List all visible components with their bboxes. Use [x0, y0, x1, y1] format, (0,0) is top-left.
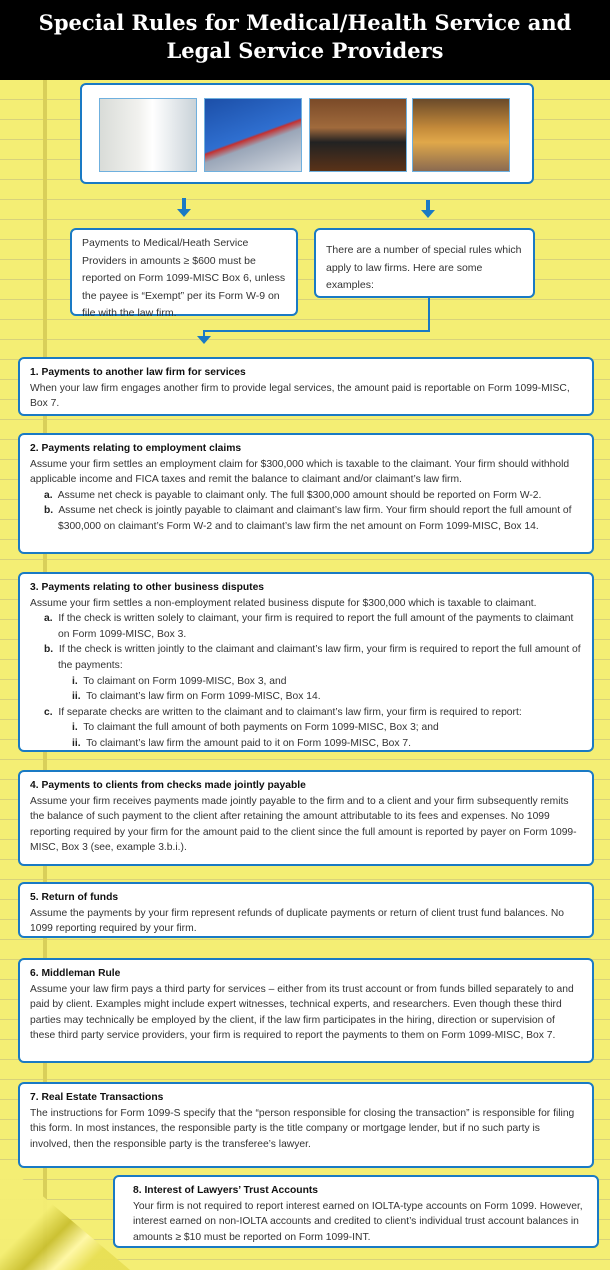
rule-2a: a. Assume net check is payable to claimant only. The full $300,000 amount should be reported on Form W-2. [44, 489, 542, 501]
lawyer-photo [309, 98, 407, 172]
rule-6: 6. Middleman Rule Assume your law firm pays a third party for services – either from its trust account or from funds billed separately to and paid by client. Examples might include expert witnesses, technical experts, and researchers. Even though these third parties may technically be employed by the client, if the law firm participates in the hiring, direction or supervision of these third party service providers, your firm is required to report the payments to them on Form 1099-MISC, Box 7. [18, 958, 594, 1063]
page-curl [0, 1160, 130, 1270]
rule-8: 8. Interest of Lawyers’ Trust Accounts Your firm is not required to report interest earned on IOLTA-type accounts on Form 1099. However, interest earned on non-IOLTA accounts and credited to client’s individual trust account balances in amounts ≥ $10 must be reported on Form 1099-INT. [113, 1175, 599, 1248]
connector [203, 330, 430, 332]
rule-4: 4. Payments to clients from checks made jointly payable Assume your firm receives payments made jointly payable to the firm and to a client and your firm subsequently remits the balance of such payment to the client after retaining the amount attributable to its fees and expenses. No 1099 reporting required by your firm for the amount paid to the client since the full amount is reported by payer on Form 1099-MISC, Box 3 (see, example 3.b.i.). [18, 770, 594, 866]
arrow-down-icon [197, 336, 211, 344]
rule-2: 2. Payments relating to employment claims Assume your firm settles an employment claim for $300,000 which is taxable to the claimant. Your firm should withhold applicable income and FICA taxes and remit the balance to claimant and/or claimant’s law firm. a. Assume net check is payable to claimant only. The full $300,000 amount should be reported on Form W-2. b. Assume net check is jointly payable to claimant and claimant’s law firm. Your firm should report the full amount of $300,000 on claimant’s Form W-2 and to claimant’s law firm the net amount on Form 1099-MISC, Box 14. [18, 433, 594, 554]
courtroom-photo [412, 98, 510, 172]
rule-5: 5. Return of funds Assume the payments by your firm represent refunds of duplicate payments or return of client trust fund balances. No 1099 reporting required by your firm. [18, 882, 594, 938]
rule-7: 7. Real Estate Transactions The instructions for Form 1099-S specify that the “person responsible for closing the transaction” is responsible for filing this form. In most instances, the responsible party is the title company or mortgage lender, but if no such party is involved, then the responsible party is the transferee’s lawyer. [18, 1082, 594, 1168]
emergency-sign-photo [204, 98, 302, 172]
connector [428, 298, 430, 331]
rule-2b: b. Assume net check is jointly payable to claimant and claimant’s law firm. Your firm should report the full amount of $300,000 on claimant’s Form W-2 and to claimant’s law firm the net amount on Form 1099-MISC, Box 14. [44, 505, 572, 532]
law-firm-box: There are a number of special rules which apply to law firms. Here are some examples: [314, 228, 535, 298]
rule-1: 1. Payments to another law firm for services When your law firm engages another firm to provide legal services, the amount paid is reportable on Form 1099-MISC, Box 7. [18, 357, 594, 416]
rule-3: 3. Payments relating to other business disputes Assume your firm settles a non-employment related business dispute for $300,000 which is taxable to claimant. a. If the check is written solely to claimant, your firm is required to report the full amount of the payments to claimant on Form 1099-MISC, Box 3. b. If the check is written jointly to the claimant and claimant’s law firm, your firm is required to report the full amount of the payments: i. To claimant on Form 1099-MISC, Box 3, and ii. To claimant’s law firm on Form 1099-MISC, Box 14. c. If separate checks are written to the claimant and to claimant’s law firm, your firm is required to report: i. To claimant the full amount of both payments on Form 1099-MISC, Box 3; and ii. To claimant’s law firm the amount paid to it on Form 1099-MISC, Box 7. [18, 572, 594, 752]
arrow-down-icon [177, 209, 191, 217]
doctor-photo [99, 98, 197, 172]
medical-box: Payments to Medical/Heath Service Providers in amounts ≥ $600 must be reported on Form 1099-MISC Box 6, unless the payee is “Exempt” per its Form W-9 on file with the law firm. [70, 228, 298, 316]
photo-strip [80, 83, 534, 184]
arrow-down-icon [421, 210, 435, 218]
page-title: Special Rules for Medical/Health Service and Legal Service Providers [0, 0, 610, 80]
